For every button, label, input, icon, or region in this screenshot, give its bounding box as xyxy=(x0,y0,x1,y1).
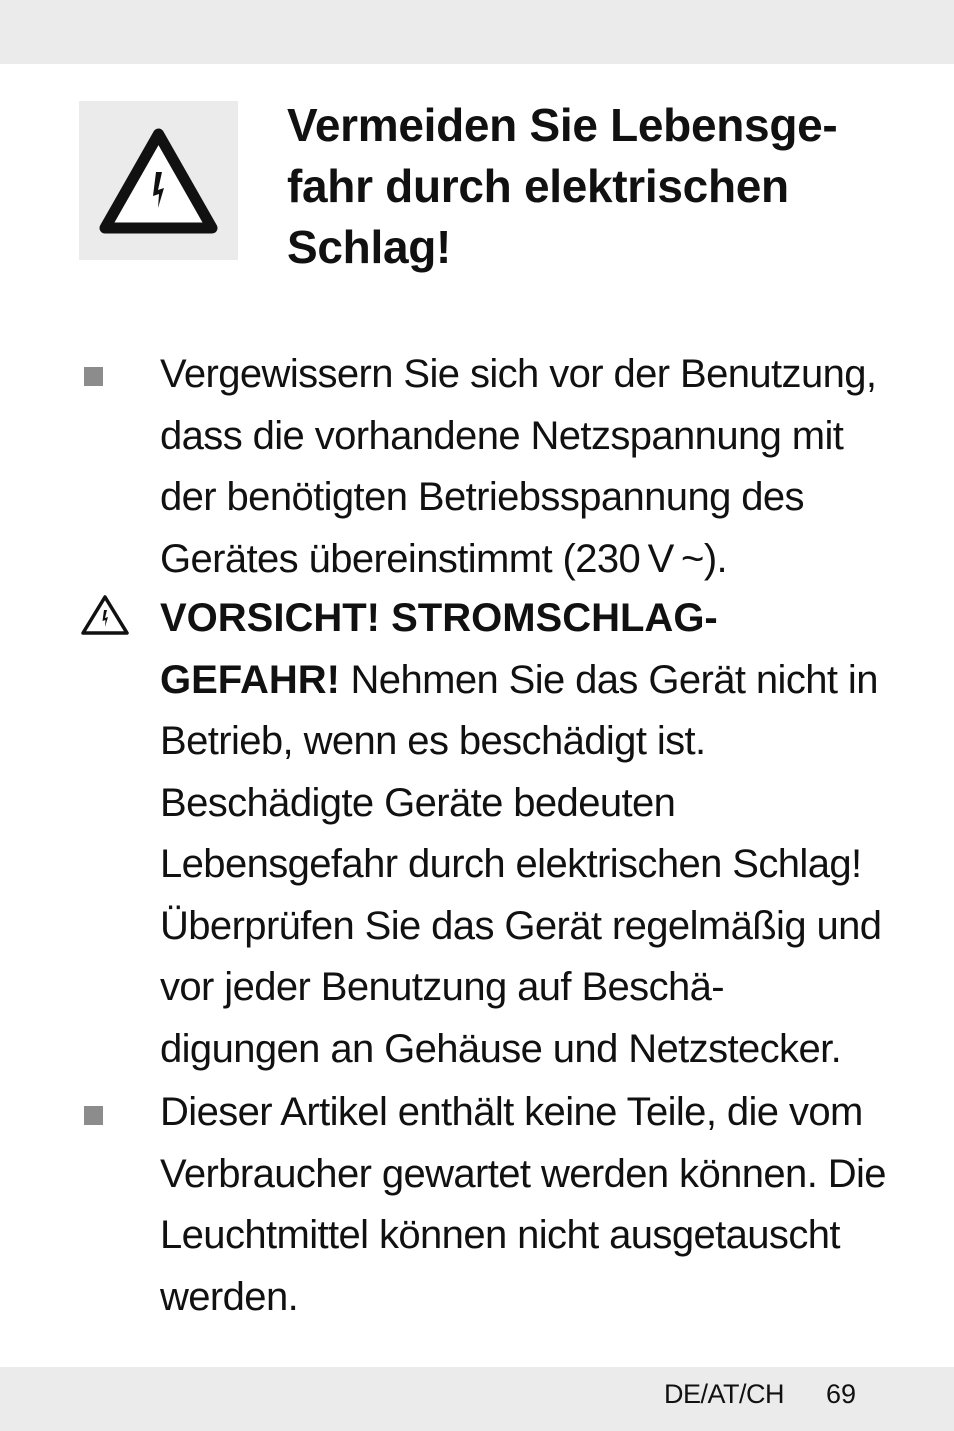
caution-label: VORSICHT! STROMSCHLAG- GEFAHR! xyxy=(160,596,718,702)
footer-band xyxy=(0,1367,954,1431)
caution-text: Nehmen Sie das Gerät nicht in Betrieb, wenn es beschädigt ist. Beschädigte Geräte bedeuten Lebensgefahr durch elektrischen Schlag! Überprüfen Sie das Gerät regelmäßig und vor jeder Benutzung auf Beschä- digungen an Gehäuse und Netzstecker. xyxy=(160,657,882,1071)
square-bullet-icon xyxy=(84,367,103,386)
electric-shock-warning-icon xyxy=(80,594,130,636)
electric-shock-warning-icon xyxy=(98,128,219,234)
warning-symbol-box xyxy=(79,101,238,260)
footer-locale: DE/AT/CH xyxy=(664,1379,785,1409)
header-band xyxy=(0,0,954,64)
paragraph-no-serviceable-parts: Dieser Artikel enthält keine Teile, die vom Verbraucher gewartet werden können. Die Leuchtmittel können nicht ausgetauscht werden. xyxy=(160,1090,886,1319)
page-number: 69 xyxy=(826,1379,857,1409)
square-bullet-icon xyxy=(84,1106,103,1125)
page-heading: Vermeiden Sie Lebensge- fahr durch elektrischen Schlag! xyxy=(287,99,838,273)
paragraph-shock-caution xyxy=(160,588,890,1080)
paragraph-voltage-check: Vergewissern Sie sich vor der Benutzung, dass die vorhandene Netzspannung mit der benötigten Betriebsspannung des Gerätes übereinstimmt (230 V ~). xyxy=(160,352,877,581)
